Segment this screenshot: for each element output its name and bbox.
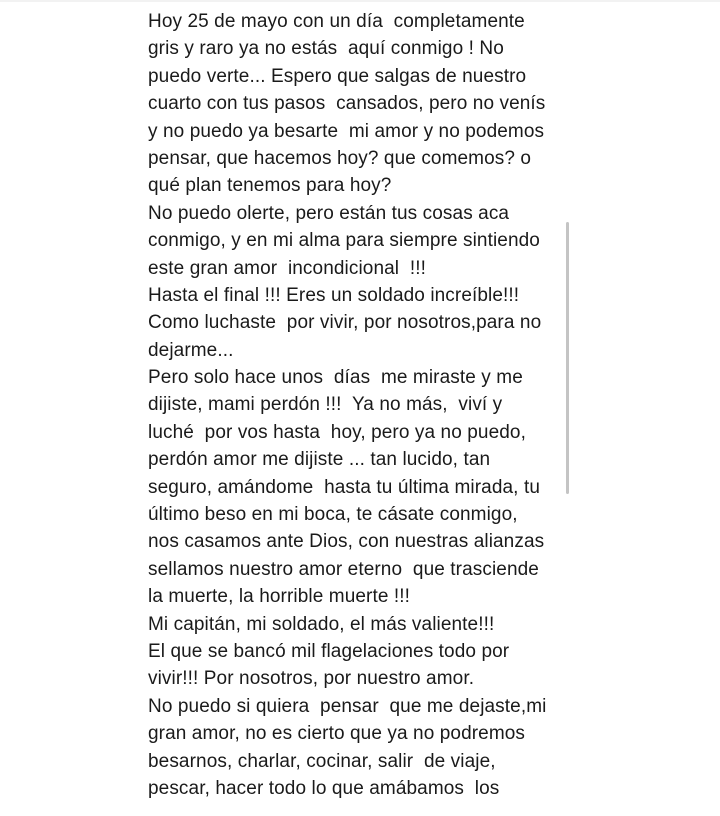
note-line: Hasta el final !!! Eres un soldado increíble!!! (148, 284, 520, 306)
note-line: El que se bancó mil flagelaciones todo por (148, 640, 510, 662)
note-line: dijiste, mami perdón !!! Ya no más, viví y (148, 394, 503, 416)
note-line: y no puedo ya besarte mi amor y no podemos (148, 120, 545, 142)
note-line: nos casamos ante Dios, con nuestras alianzas (148, 531, 545, 553)
note-line: pescar, hacer todo lo que amábamos los (148, 777, 500, 799)
note-line: dejarme... (148, 339, 234, 361)
note-line: Pero solo hace unos días me miraste y me (148, 367, 523, 389)
note-line: luché por vos hasta hoy, pero ya no puedo, (148, 421, 526, 443)
note-line: Mi capitán, mi soldado, el más valiente!!! (148, 613, 495, 635)
note-line: gran amor, no es cierto que ya no podremos (148, 723, 526, 745)
note-line: último beso en mi boca, te cásate conmigo, (148, 504, 518, 526)
vertical-scrollbar[interactable] (566, 222, 569, 494)
note-line: Hoy 25 de mayo con un día completamente (148, 11, 525, 32)
note-line: este gran amor incondicional !!! (148, 257, 426, 279)
note-line: puedo verte... Espero que salgas de nuestro (148, 65, 527, 87)
note-line: la muerte, la horrible muerte !!! (148, 586, 411, 608)
note-line: pensar, que hacemos hoy? que comemos? o (148, 147, 532, 169)
top-divider (0, 0, 720, 2)
note-line: gris y raro ya no estás aquí conmigo ! No (148, 38, 504, 60)
note-line: besarnos, charlar, cocinar, salir de viaje, (148, 750, 496, 772)
note-line: No puedo olerte, pero están tus cosas aca (148, 202, 510, 224)
note-line: perdón amor me dijiste ... tan lucido, tan (148, 449, 491, 471)
note-line: seguro, amándome hasta tu última mirada, tu (148, 476, 540, 498)
note-line: No puedo si quiera pensar que me dejaste,mi (148, 695, 547, 717)
note-line: qué plan tenemos para hoy? (148, 175, 392, 197)
note-line: conmigo, y en mi alma para siempre sintiendo (148, 230, 540, 252)
note-line: Como luchaste por vivir, por nosotros,para no (148, 312, 542, 334)
note-text-body[interactable] (148, 8, 568, 802)
note-line: cuarto con tus pasos cansados, pero no venís (148, 93, 546, 115)
note-line: vivir!!! Por nosotros, por nuestro amor. (148, 668, 475, 690)
note-line: sellamos nuestro amor eterno que trasciende (148, 558, 539, 580)
